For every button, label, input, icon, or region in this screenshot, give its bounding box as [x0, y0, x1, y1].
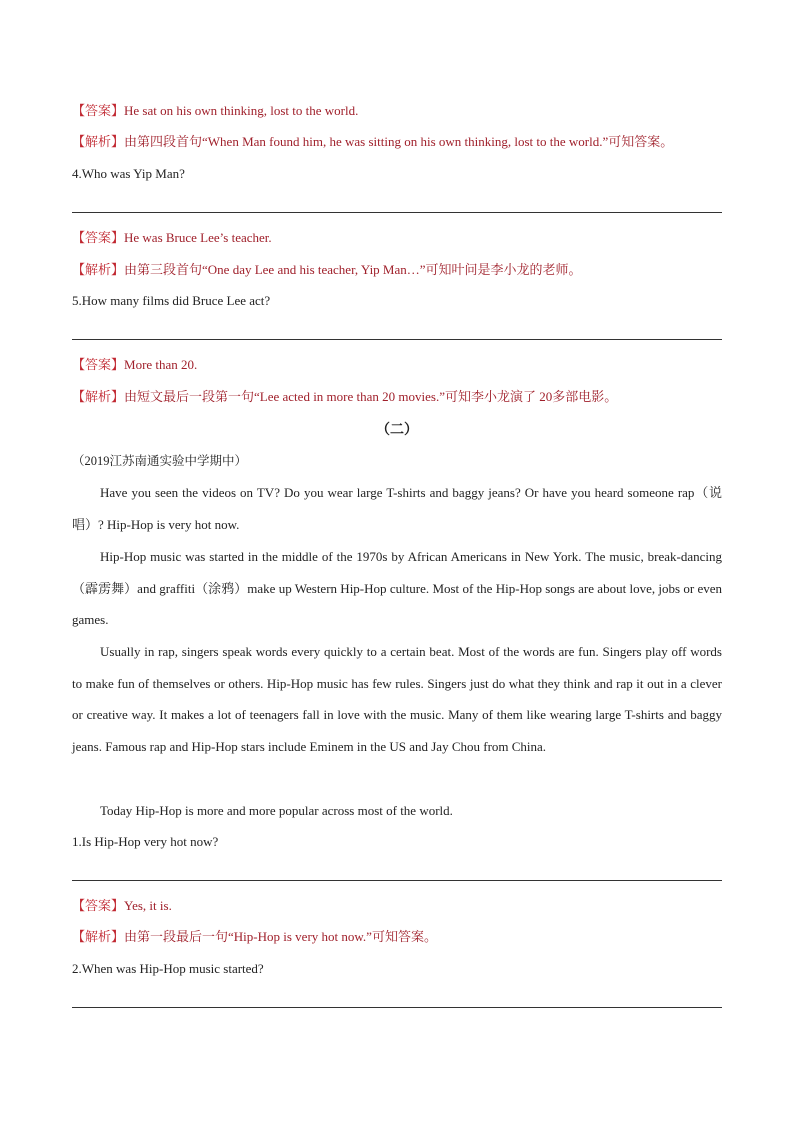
- answer-label: 【答案】: [72, 103, 125, 118]
- analysis-line-1: [72, 132, 722, 152]
- analysis-label: 【解析】: [72, 389, 125, 404]
- answer-text: He sat on his own thinking, lost to the world.: [124, 103, 359, 118]
- answer-blank-line: [72, 339, 722, 340]
- answer-blank-line: [72, 1007, 722, 1008]
- analysis-text: 由第三段首句“One day Lee and his teacher, Yip Man…”可知叶问是李小龙的老师。: [124, 262, 582, 277]
- analysis-label: 【解析】: [72, 134, 125, 149]
- passage-paragraph-3: Usually in rap, singers speak words every quickly to a certain beat. Most of the words are fun. Singers play off words to make fun of themselves or others. Hip-Hop music has few rules. Singers just do what they think and rap it out in a clever or creative way. It makes a lot of teenagers fall in love with the music. Many of them like wearing large T-shirts and baggy jeans. Famous rap and Hip-Hop stars include Eminem in the US and Jay Chou from China.: [72, 644, 722, 754]
- analysis-line-4: [72, 927, 722, 947]
- passage-paragraph-4: Today Hip-Hop is more and more popular across most of the world.: [100, 803, 453, 818]
- analysis-line-2: [72, 260, 722, 280]
- passage-paragraph-1: Have you seen the videos on TV? Do you wear large T-shirts and baggy jeans? Or have you heard someone rap（说唱）? Hip-Hop is very hot now.: [72, 485, 722, 532]
- answer-blank-line: [72, 880, 722, 881]
- answer-line-3: [72, 355, 722, 375]
- section-title: （二）: [376, 423, 418, 438]
- answer-label: 【答案】: [72, 230, 125, 245]
- analysis-text: 由第四段首句“When Man found him, he was sitting on his own thinking, lost to the world.”可知答案。: [124, 134, 674, 149]
- question-2: 2.When was Hip-Hop music started?: [72, 961, 264, 976]
- answer-line-4: [72, 896, 722, 916]
- question-5: 5.How many films did Bruce Lee act?: [72, 293, 271, 308]
- answer-blank-line: [72, 212, 722, 213]
- answer-text: He was Bruce Lee’s teacher.: [124, 230, 272, 245]
- answer-label: 【答案】: [72, 898, 125, 913]
- question-4: 4.Who was Yip Man?: [72, 166, 185, 181]
- source-note: （2019江苏南通实验中学期中）: [72, 454, 248, 468]
- answer-line-1: [72, 101, 722, 121]
- answer-line-2: [72, 228, 722, 248]
- analysis-line-3: [72, 387, 722, 407]
- answer-text: Yes, it is.: [124, 898, 172, 913]
- analysis-text: 由短文最后一段第一句“Lee acted in more than 20 movies.”可知李小龙演了 20多部电影。: [124, 389, 618, 404]
- answer-label: 【答案】: [72, 357, 125, 372]
- analysis-label: 【解析】: [72, 262, 125, 277]
- analysis-text: 由第一段最后一句“Hip-Hop is very hot now.”可知答案。: [124, 929, 437, 944]
- answer-text: More than 20.: [124, 357, 198, 372]
- question-1: 1.Is Hip-Hop very hot now?: [72, 834, 219, 849]
- analysis-label: 【解析】: [72, 929, 125, 944]
- passage-paragraph-2: Hip-Hop music was started in the middle of the 1970s by African Americans in New York. The music, break-dancing（霹雳舞）and graffiti（涂鸦）make up Western Hip-Hop culture. Most of the Hip-Hop songs are about love, jobs or even games.: [72, 549, 722, 628]
